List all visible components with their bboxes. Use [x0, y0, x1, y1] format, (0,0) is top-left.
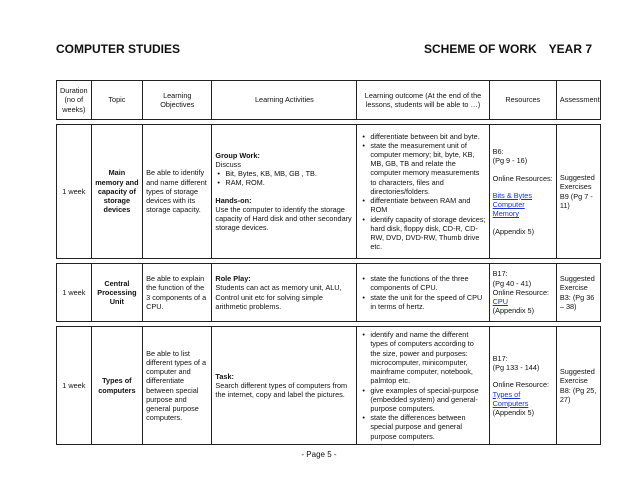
duration-cell: 1 week: [57, 125, 92, 259]
outcome-cell: [357, 264, 489, 322]
resource-pages: (Pg 133 - 144): [492, 363, 540, 373]
objectives-cell: Be able to list different types of a computer and differentiate between special purpose and general purpose computers.: [143, 327, 212, 445]
outcome-item: • state the differences between special purpose and general purpose computers.: [370, 413, 485, 441]
activity-bullet: • RAM, ROM.: [225, 178, 353, 187]
duration-cell: 1 week: [57, 327, 92, 445]
col-header-duration: Duration (no of weeks): [57, 81, 92, 120]
page-number: - Page 5 -: [301, 450, 337, 459]
activity-text: Use the computer to identify the storage capacity of Hard disk and other secondary storage devices.: [215, 204, 352, 233]
duration-cell: 1 week: [57, 264, 92, 322]
activity-title: Role Play:: [215, 274, 251, 284]
outcome-item: • identify and name the different types of computers according to the size, power and purposes: microcomputer, minicomputer, mainframe computer, notebook, palmtop etc.: [370, 330, 485, 385]
table-header-row: [57, 81, 601, 120]
col-header-resources: Resources: [489, 81, 556, 120]
assessment-cell: Suggested Exercises B9 (Pg 7 - 11): [556, 125, 600, 259]
subject-title: COMPUTER STUDIES: [56, 42, 181, 56]
outcome-item: • identify capacity of storage devices; hard disk, floppy disk, CD-R, CD-RW, DVD, DVD-RW, Thumb drive etc.: [370, 215, 485, 252]
resource-pages: (Pg 40 - 41): [492, 278, 532, 288]
resource-pages: (Pg 9 - 16): [492, 156, 528, 166]
activity-text: Students can act as memory unit, ALU, Control unit etc for solving simple arithmetic problems.: [215, 283, 342, 311]
resource-link[interactable]: Bits & Bytes Computer Memory: [492, 190, 532, 219]
resource-link[interactable]: Types of Computers: [492, 389, 529, 408]
topic-cell: Central Processing Unit: [91, 264, 142, 322]
outcome-cell: [357, 327, 489, 445]
objectives-cell: Be able to explain the function of the 3 components of a CPU.: [143, 264, 212, 322]
col-header-activities: Learning Activities: [212, 81, 357, 120]
online-resource-label: Online Resource:: [492, 380, 550, 390]
resource-appendix: (Appendix 5): [492, 407, 535, 417]
table-row: [57, 327, 601, 445]
resource-ref: B17:: [492, 353, 508, 363]
online-resource-label: Online Resource:: [492, 287, 550, 297]
activities-cell: [212, 125, 357, 259]
activities-cell: [212, 264, 357, 322]
resource-ref: B6:: [492, 147, 504, 157]
outcome-cell: [357, 125, 489, 259]
outcome-item: • differentiate between bit and byte.: [370, 132, 485, 141]
activity-title: Group Work:: [215, 150, 260, 160]
topic-cell: Types of computers: [91, 327, 142, 445]
resource-ref: B17:: [492, 269, 508, 279]
assessment-cell: Suggested Exercise B3: (Pg 36 – 38): [556, 264, 600, 322]
document-header: [56, 42, 592, 62]
resource-appendix: (Appendix 5): [492, 306, 535, 316]
outcome-item: • differentiate between RAM and ROM: [370, 196, 485, 214]
activity-title: Hands-on:: [215, 195, 252, 205]
year-label: YEAR 7: [548, 42, 592, 56]
resource-appendix: (Appendix 5): [492, 226, 535, 236]
objectives-cell: Be able to identify and name different types of storage devices with its storage capacity.: [143, 125, 212, 259]
resources-cell: [489, 264, 556, 322]
col-header-assessment: Assessment: [556, 81, 600, 120]
outcome-item: • state the functions of the three components of CPU.: [370, 274, 485, 292]
activity-text: Discuss: [215, 159, 241, 169]
outcome-item: • state the unit for the speed of CPU in terms of hertz.: [370, 293, 485, 311]
table-row: [57, 125, 601, 259]
outcome-item: • give examples of special-purpose (embedded system) and general-purpose computers.: [370, 386, 485, 414]
resources-cell: [489, 125, 556, 259]
col-header-objectives: Learning Objectives: [143, 81, 212, 120]
table-row: [57, 264, 601, 322]
col-header-outcome: Learning outcome (At the end of the lessons, students will be able to …): [357, 81, 489, 120]
activity-title: Task:: [215, 371, 234, 381]
resource-link[interactable]: CPU: [492, 297, 509, 307]
scheme-of-work-table: [56, 80, 601, 445]
activities-cell: [212, 327, 357, 445]
document-title: SCHEME OF WORK: [424, 42, 537, 56]
resources-cell: [489, 327, 556, 445]
assessment-cell: Suggested Exercise B8: (Pg 25, 27): [556, 327, 600, 445]
col-header-topic: Topic: [91, 81, 142, 120]
outcome-item: • state the measurement unit of computer memory; bit, byte, KB, MB, GB, TB and relate the computer memory measurements to characters, files and directories/folders.: [370, 141, 485, 196]
activity-text: Search different types of computers from the internet, copy and label the pictures.: [215, 380, 348, 400]
topic-cell: Main memory and capacity of storage devices: [91, 125, 142, 259]
activity-bullet: • Bit, Bytes, KB, MB, GB , TB.: [225, 169, 353, 178]
online-resource-label: Online Resources:: [492, 173, 553, 183]
